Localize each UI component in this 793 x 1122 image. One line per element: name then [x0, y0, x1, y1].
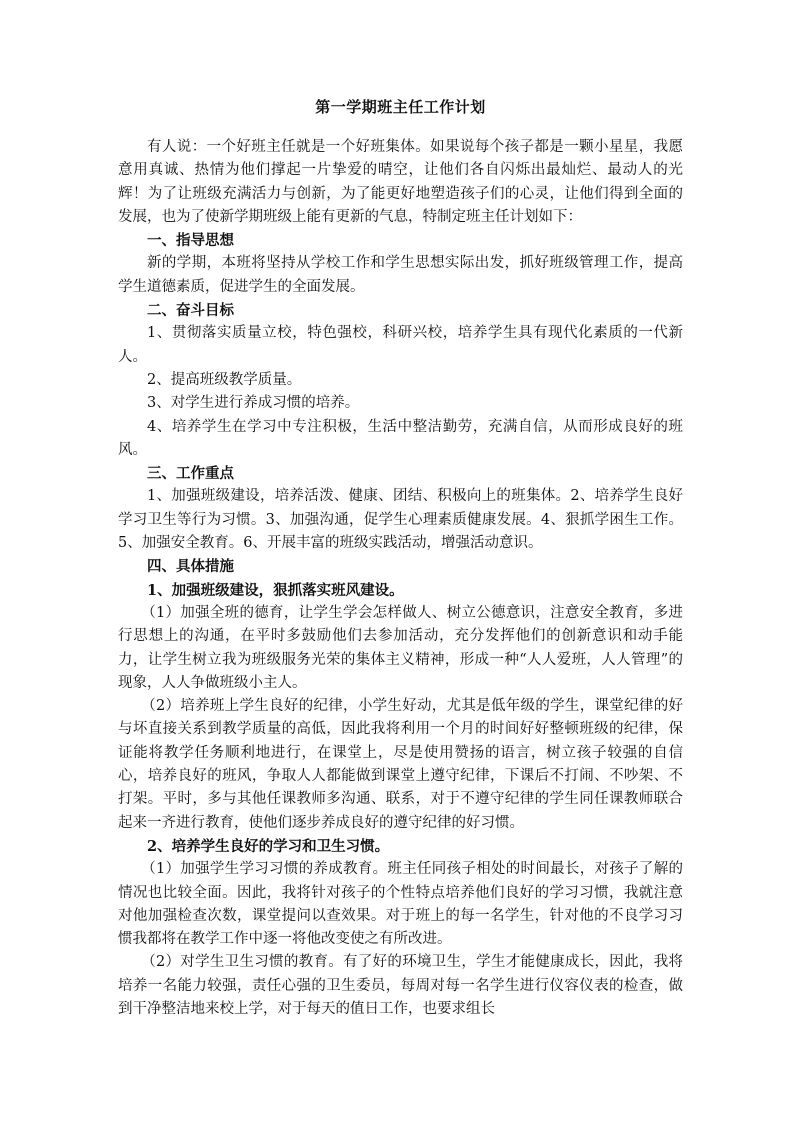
section-heading-guiding-thought: 一、指导思想: [147, 232, 234, 250]
section-heading-key-work: 三、工作重点: [147, 465, 234, 483]
subsection-heading-class-building: 1、加强班级建设，狠抓落实班风建设。: [147, 581, 404, 599]
section-heading-goals: 二、奋斗目标: [147, 302, 234, 320]
habits-paragraph-2: （2）对学生卫生习惯的教育。有了好的环境卫生，学生才能健康成长，因此，我将培养一名能力较强，责任心强的卫生委员，每周对每一名学生进行仪容仪表的检查，做到干净整洁地来校上学，对于每天的值日工作，也要求组长: [118, 954, 683, 1017]
habits-paragraph-1: （1）加强学生学习习惯的养成教育。班主任同孩子相处的时间最长，对孩子了解的情况也比较全面。因此，我将针对孩子的个性特点培养他们良好的学习习惯，我就注意对他加强检查次数，课堂提问以查效果。对于班上的每一名学生，针对他的不良学习习惯我都将在教学工作中逐一将他改变使之有所改进。: [118, 861, 683, 948]
document-title: 第一学期班主任工作计划: [315, 98, 486, 116]
class-building-paragraph-2: （2）培养班上学生良好的纪律，小学生好动，尤其是低年级的学生，课堂纪律的好与坏直接关系到教学质量的高低，因此我将利用一个月的时间好好整顿班级的纪律，保证能将教学任务顺利地进行，在课堂上，尽是使用赞扬的语言，树立孩子较强的自信心，培养良好的班风，争取人人都能做到课堂上遵守纪律，下课后不打闹、不吵架、不打架。平时，多与其他任课教师多沟通、联系，对于不遵守纪律的学生同任课教师联合起来一齐进行教育，使他们逐步养成良好的遵守纪律的好习惯。: [118, 698, 683, 831]
intro-paragraph: 有人说：一个好班主任就是一个好班集体。如果说每个孩子都是一颗小星星，我愿意用真诚、热情为他们撑起一片挚爱的晴空，让他们各自闪烁出最灿烂、最动人的光辉！为了让班级充满活力与创新，为了能更好地塑造孩子们的心灵，让他们得到全面的发展，也为了使新学期班级上能有更新的气息，特制定班主任计划如下：: [118, 139, 683, 225]
goal-item-4: 4、培养学生在学习中专注积极，生活中整洁勤劳，充满自信，从而形成良好的班风。: [118, 418, 683, 458]
goal-item-1: 1、贯彻落实质量立校，特色强校，科研兴校，培养学生具有现代化素质的一代新人。: [118, 325, 683, 365]
goal-item-2: 2、提高班级教学质量。: [147, 371, 302, 388]
class-building-paragraph-1: （1）加强全班的德育，让学生学会怎样做人、树立公德意识，注意安全教育，多进行思想上的沟通，在平时多鼓励他们去参加活动，充分发挥他们的创新意识和动手能力，让学生树立我为班级服务光荣的集体主义精神，形成一种“人人爱班，人人管理”的现象，人人争做班级小主人。: [118, 604, 683, 691]
guiding-thought-paragraph: 新的学期，本班将坚持从学校工作和学生思想实际出发，抓好班级管理工作，提高学生道德素质，促进学生的全面发展。: [118, 255, 683, 295]
subsection-heading-habits: 2、培养学生良好的学习和卫生习惯。: [147, 837, 390, 855]
key-work-paragraph: 1、加强班级建设，培养活泼、健康、团结、积极向上的班集体。2、培养学生良好学习卫生等行为习惯。3、加强沟通，促学生心理素质健康发展。4、狠抓学困生工作。5、加强安全教育。6、开展丰富的班级实践活动，增强活动意识。: [118, 488, 683, 552]
goal-item-3: 3、对学生进行养成习惯的培养。: [147, 395, 360, 412]
section-heading-measures: 四、具体措施: [147, 558, 234, 576]
